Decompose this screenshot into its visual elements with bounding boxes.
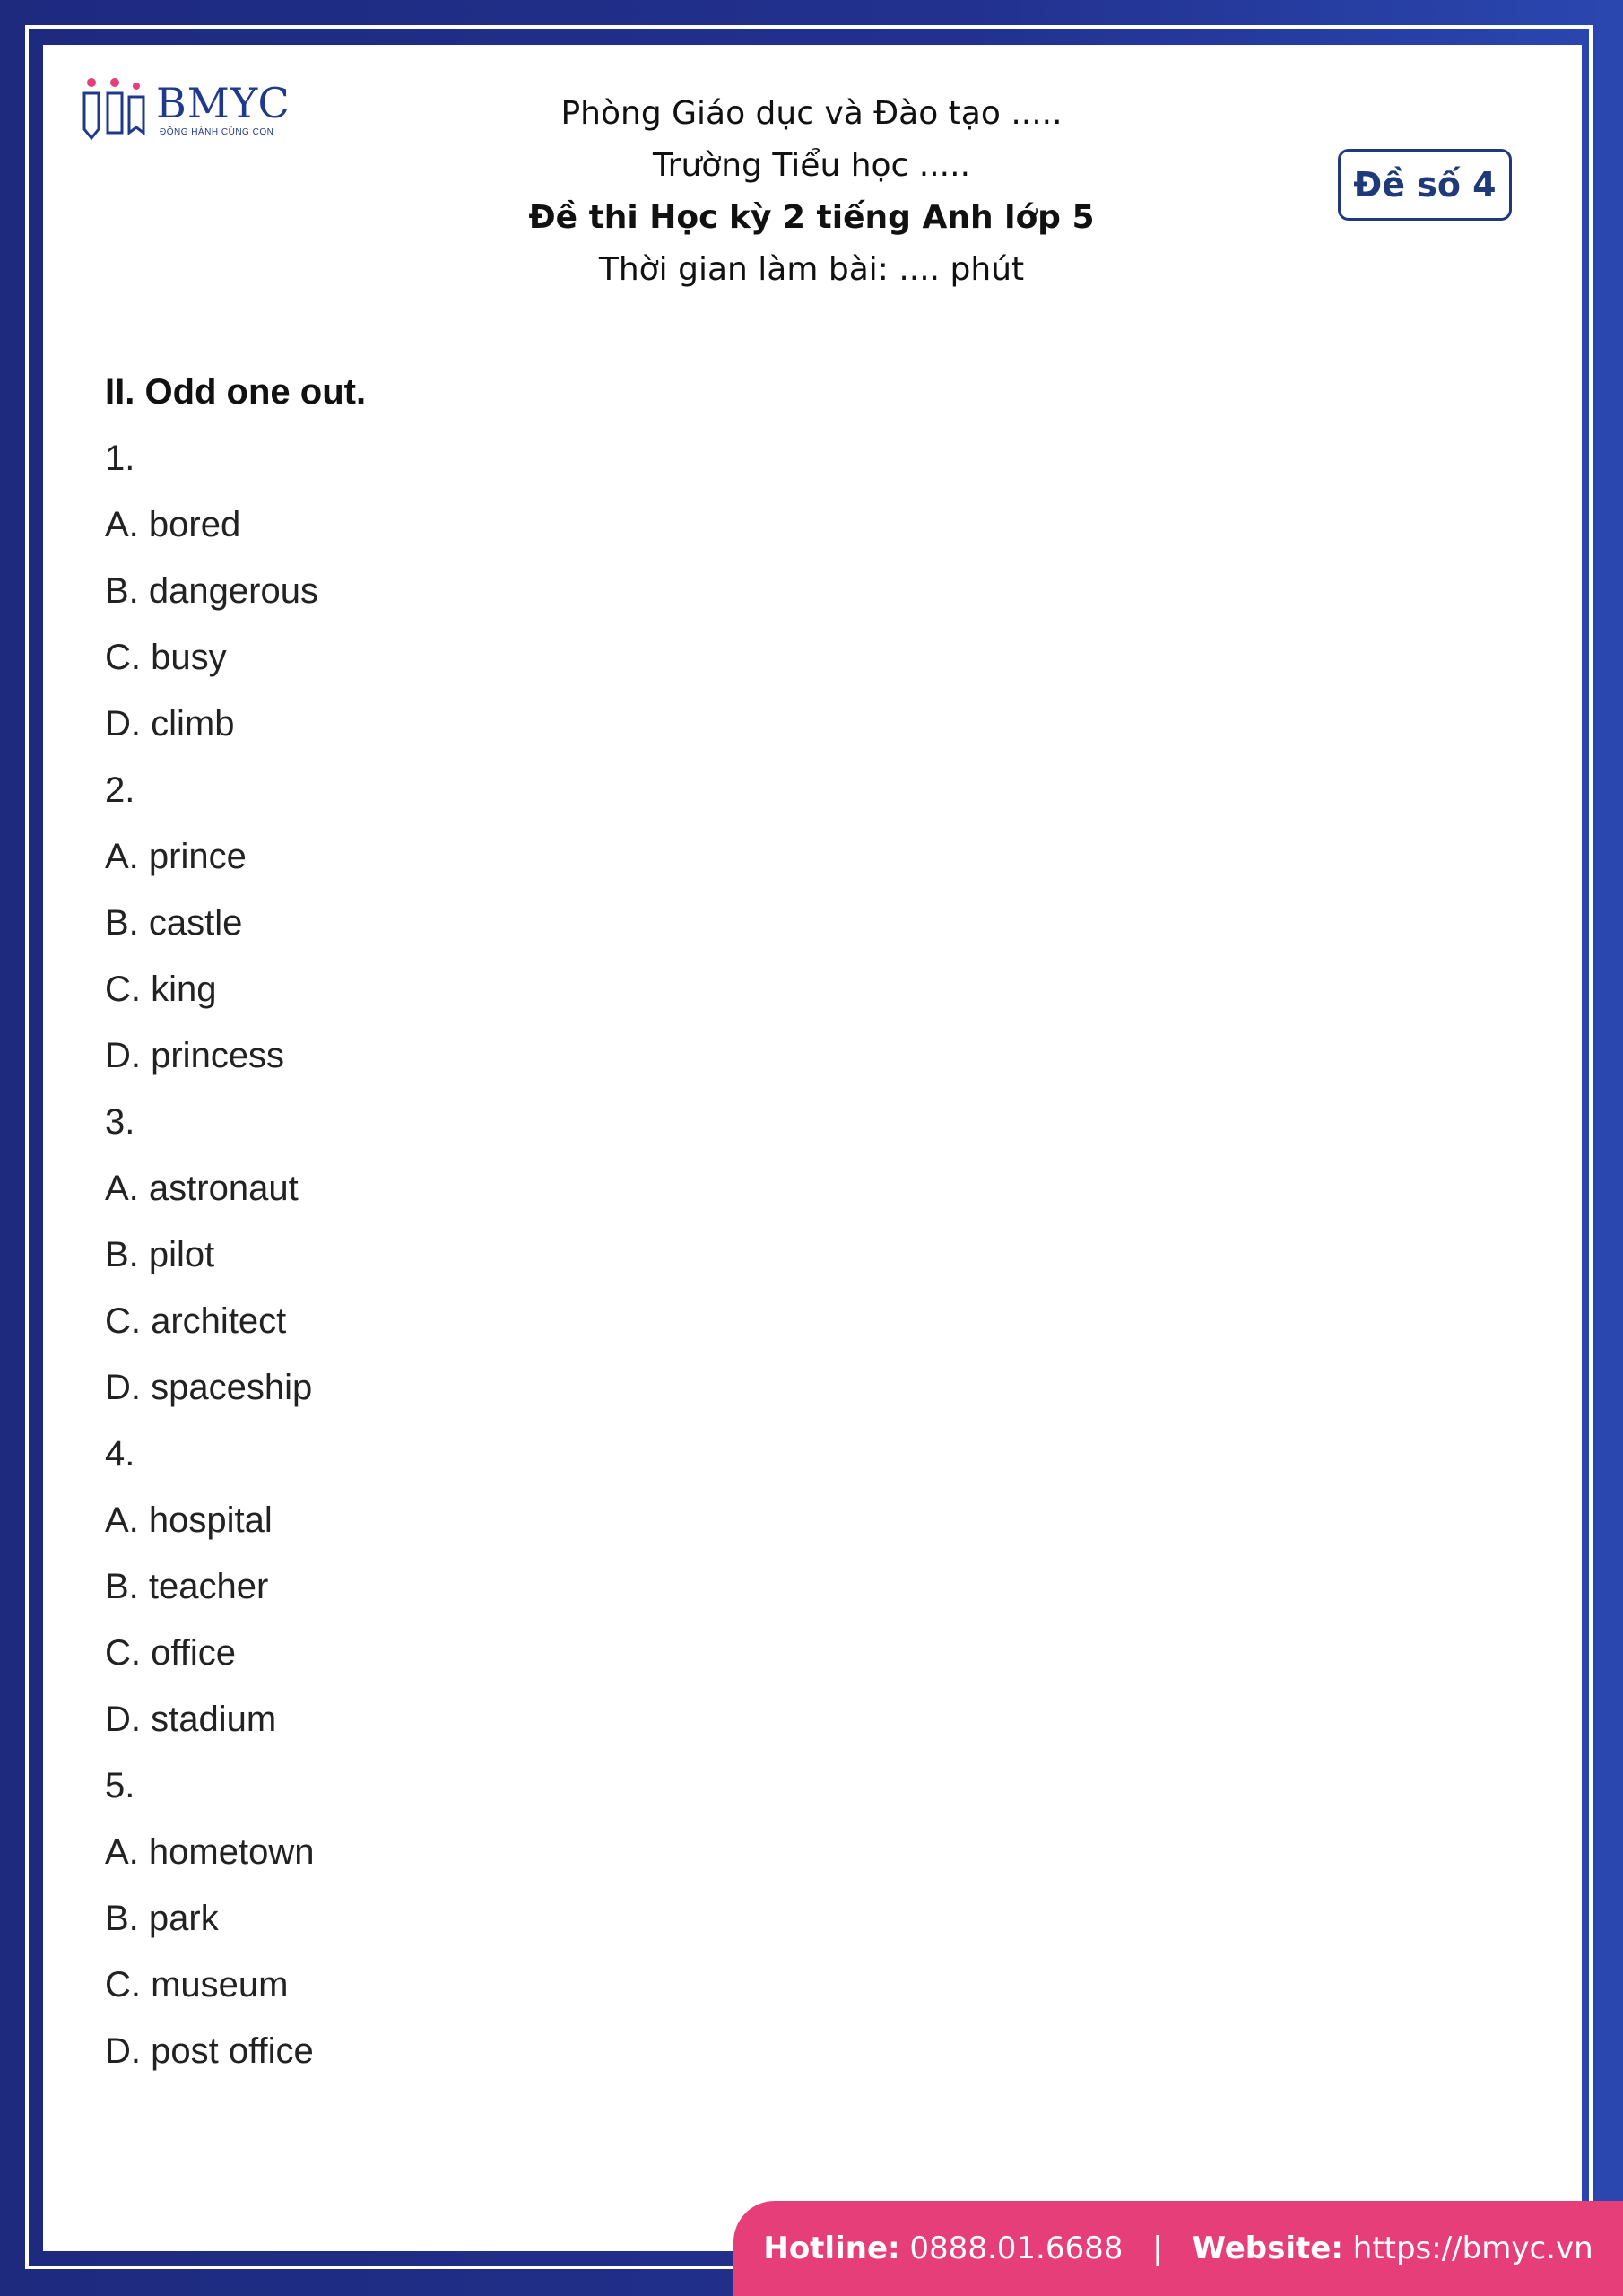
question-list: [105, 432, 1181, 2092]
answer-option: B. pilot: [105, 1235, 215, 1274]
question-number: 4.: [105, 1434, 135, 1474]
question-number: 5.: [105, 1766, 135, 1805]
answer-option: B. teacher: [105, 1567, 269, 1606]
answer-option: D. post office: [105, 2031, 314, 2071]
hotline-label: Hotline:: [763, 2231, 900, 2266]
answer-option: B. castle: [105, 903, 243, 943]
answer-option: C. museum: [105, 1965, 289, 2005]
department-line: Phòng Giáo dục và Đào tạo .....: [560, 95, 1063, 132]
answer-option: D. spaceship: [105, 1368, 313, 1407]
answer-option: A. astronaut: [105, 1169, 299, 1208]
answer-option: C. office: [105, 1633, 236, 1673]
answer-option: A. prince: [105, 837, 247, 876]
answer-option: D. climb: [105, 704, 235, 744]
website-link[interactable]: https://bmyc.vn: [1352, 2231, 1593, 2266]
answer-option: A. hometown: [105, 1832, 315, 1872]
answer-option: B. park: [105, 1899, 219, 1938]
family-logo-icon: [81, 74, 156, 145]
answer-option: C. busy: [105, 638, 227, 677]
answer-option: C. king: [105, 970, 217, 1009]
question-number: 3.: [105, 1102, 135, 1142]
bmyc-logo: [81, 74, 296, 145]
contact-footer: [733, 2201, 1623, 2296]
logo-text: BMYC: [156, 79, 291, 127]
answer-option: A. bored: [105, 505, 241, 544]
answer-option: D. princess: [105, 1036, 285, 1075]
exam-content: [105, 366, 1181, 2092]
exam-header: [453, 88, 1170, 296]
hotline-number[interactable]: 0888.01.6688: [909, 2231, 1124, 2266]
logo-tagline: ĐỒNG HÀNH CÙNG CON: [160, 127, 274, 137]
exam-number-badge: Đề số 4: [1338, 149, 1512, 221]
answer-option: D. stadium: [105, 1700, 277, 1739]
exam-title: Đề thi Học kỳ 2 tiếng Anh lớp 5: [528, 199, 1095, 236]
answer-option: B. dangerous: [105, 571, 318, 611]
answer-option: C. architect: [105, 1301, 287, 1341]
question-number: 2.: [105, 770, 135, 810]
website-label: Website:: [1192, 2231, 1343, 2266]
section-title: II. Odd one out.: [105, 372, 367, 412]
footer-separator: |: [1152, 2231, 1163, 2266]
time-line: Thời gian làm bài: .... phút: [598, 251, 1025, 288]
question-number: 1.: [105, 439, 135, 478]
school-line: Trường Tiểu học .....: [652, 147, 971, 184]
answer-option: A. hospital: [105, 1500, 273, 1540]
